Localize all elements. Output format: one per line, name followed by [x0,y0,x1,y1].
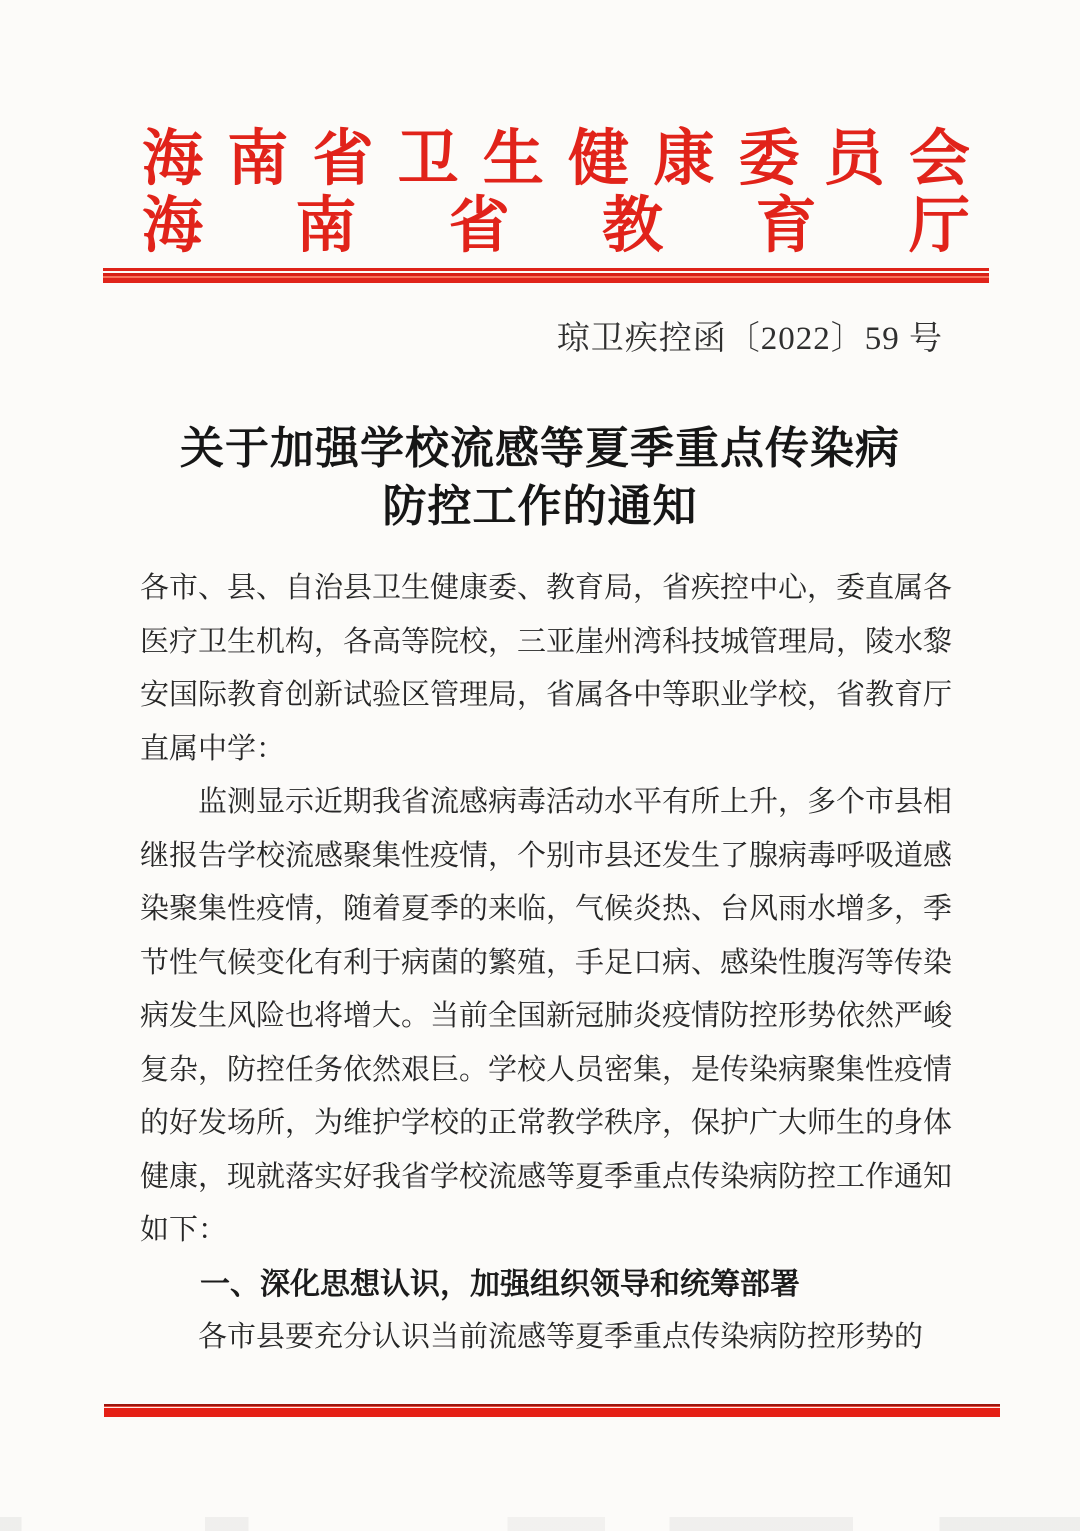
letterhead-org-line-2: 海 南 省 教 育 厅 [142,193,970,260]
body-paragraph-2-partial: 各市县要充分认识当前流感等夏季重点传染病防控形势的 [198,1321,924,1353]
letterhead [142,126,970,260]
document-title-line-2: 防控工作的通知 [382,482,698,531]
letterhead-org-line-1: 海 南 省 卫 生 健 康 委 员 会 [142,126,970,193]
document-body [140,562,952,1365]
section-1-heading: 一、深化思想认识，加强组织领导和统筹部署 [200,1267,800,1301]
document-number: 琼卫疾控函〔2022〕59 号 [556,321,943,357]
body-paragraph-1: 监测显示近期我省流感病毒活动水平有所上升，多个市县相继报告学校流感聚集性疫情，个别市县还发生了腺病毒呼吸道感染聚集性疫情，随着夏季的来临，气候炎热、台风雨水增多，季节性气候变化有利于病菌的繁殖，手足口病、感染性腹泻等传染病发生风险也将增大。当前全国新冠肺炎疫情防控形势依然严峻复杂，防控任务依然艰巨。学校人员密集，是传染病聚集性疫情的好发场所，为维护学校的正常教学秩序，保护广大师生的身体健康，现就落实好我省学校流感等夏季重点传染病防控工作通知如下： [140,786,953,1246]
footer-red-rule [104,1404,1000,1417]
red-rule-thick-line [103,273,989,283]
photo-edge-shadow [0,1517,1080,1531]
document-title-line-1: 关于加强学校流感等夏季重点传染病 [180,424,900,473]
document-title [0,420,1080,536]
letterhead-red-rule [103,268,989,283]
addressee-paragraph: 各市、县、自治县卫生健康委、教育局，省疾控中心，委直属各医疗卫生机构，各高等院校，三亚崖州湾科技城管理局，陵水黎安国际教育创新试验区管理局，省属各中等职业学校，省教育厅直属中学： [140,572,953,765]
